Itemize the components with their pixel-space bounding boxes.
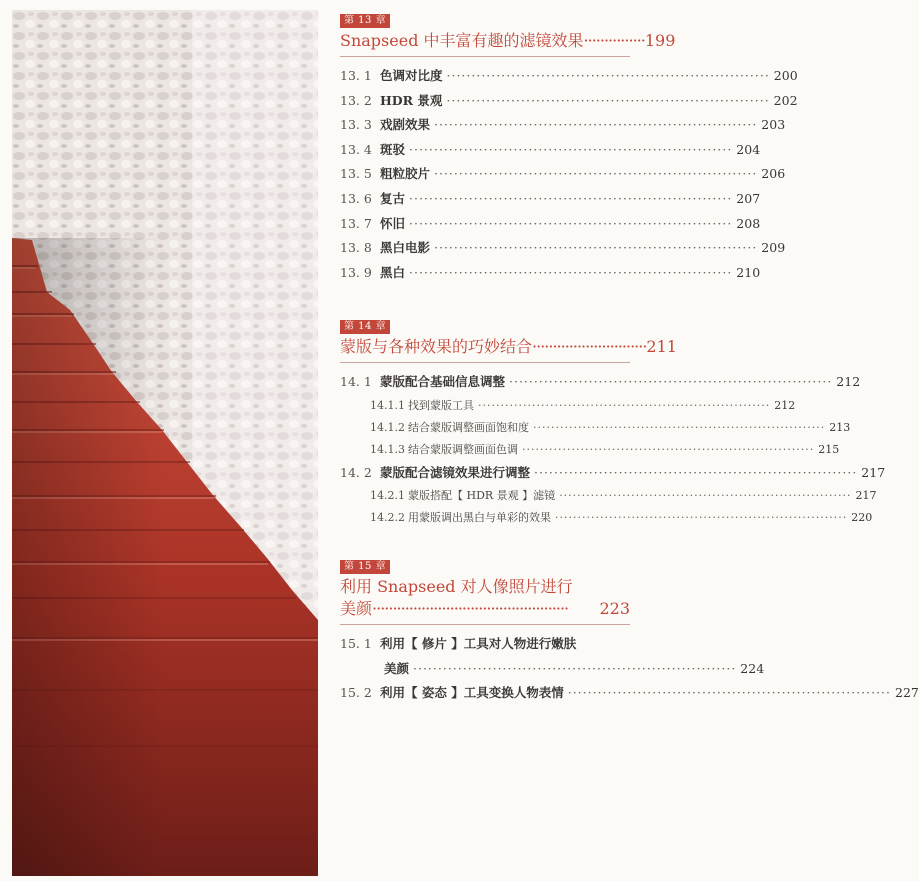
entry-title: 美颜 xyxy=(384,660,410,676)
leader-dots: ··············· xyxy=(583,31,645,50)
leader-dots: ································································· xyxy=(409,215,733,231)
chapter-badge: 第 13 章 xyxy=(340,14,390,28)
entry-title: 色调对比度 xyxy=(380,68,443,83)
entry-page: 217 xyxy=(861,464,886,480)
entry-number: 13. 2 xyxy=(340,92,372,108)
leader-dots: ················································ xyxy=(372,599,569,618)
entry-page: 212 xyxy=(774,398,796,412)
entry-title: 斑驳 xyxy=(380,141,406,157)
toc-entry-continued[interactable] xyxy=(340,657,765,682)
entry-title: 黑白 xyxy=(380,264,406,280)
leader-dots: ································································· xyxy=(413,660,737,676)
leader-dots: ································································· xyxy=(559,489,852,503)
toc-entry[interactable] xyxy=(340,236,786,261)
toc-subentry[interactable] xyxy=(340,417,851,439)
chapter-divider xyxy=(340,624,630,625)
entry-number: 15. 1 xyxy=(340,636,372,651)
toc-entry[interactable] xyxy=(340,138,761,163)
entry-page: 202 xyxy=(773,92,798,108)
leader-dots: ································································· xyxy=(533,420,826,434)
entry-page: 206 xyxy=(761,166,786,182)
entry-title: 用蒙版调出黑白与单彩的效果 xyxy=(408,511,551,525)
entry-number: 13. 9 xyxy=(340,264,372,280)
leader-dots: ································································· xyxy=(434,117,758,133)
leader-dots: ································································· xyxy=(534,464,858,480)
staircase-illustration xyxy=(12,10,318,876)
entry-page: 217 xyxy=(855,489,877,503)
entry-title: 结合蒙版调整画面饱和度 xyxy=(408,420,529,434)
entry-page: 224 xyxy=(740,660,765,676)
leader-dots: ································································· xyxy=(478,398,771,412)
entry-title: 利用【 修片 】工具对人物进行嫩肤 xyxy=(380,636,577,651)
entry-title: 复古 xyxy=(380,190,406,206)
leader-dots: ································································· xyxy=(409,264,733,280)
chapter-13 xyxy=(340,8,798,285)
chapter-title-line1: 利用 Snapseed 对人像照片进行 xyxy=(340,577,573,596)
leader-dots: ································································· xyxy=(409,190,733,206)
entry-title: 结合蒙版调整画面色调 xyxy=(408,442,518,456)
entry-number: 13. 7 xyxy=(340,215,372,231)
leader-dots: ································································· xyxy=(522,442,815,456)
entry-number: 15. 2 xyxy=(340,685,372,701)
chapter-title-link[interactable] xyxy=(340,336,677,358)
chapter-page: 223 xyxy=(599,599,630,618)
entry-page: 207 xyxy=(736,190,761,206)
entry-number: 13. 4 xyxy=(340,141,372,157)
entry-title: 怀旧 xyxy=(380,215,406,231)
chapter-divider xyxy=(340,362,630,363)
entry-title: 戏剧效果 xyxy=(380,117,431,133)
entry-number: 13. 6 xyxy=(340,190,372,206)
entry-title: 蒙版配合滤镜效果进行调整 xyxy=(380,464,531,480)
leader-dots: ································································· xyxy=(567,685,891,701)
entry-title: 蒙版配合基础信息调整 xyxy=(380,374,506,389)
entry-page: 203 xyxy=(761,117,786,133)
leader-dots: ································································· xyxy=(555,511,848,525)
chapter-title-link[interactable] xyxy=(340,30,676,52)
toc-entry[interactable] xyxy=(340,370,861,395)
entry-number: 14.2.2 xyxy=(370,511,405,525)
chapter-badge: 第 15 章 xyxy=(340,560,390,574)
toc-entry[interactable] xyxy=(340,113,786,138)
leader-dots: ································································· xyxy=(434,240,758,256)
chapter-15 xyxy=(340,554,919,706)
leader-dots: ································································· xyxy=(446,92,770,108)
entry-page: 208 xyxy=(736,215,761,231)
toc-entry[interactable] xyxy=(340,89,798,114)
entry-number: 14. 1 xyxy=(340,374,372,389)
leader-dots: ································································· xyxy=(409,141,733,157)
toc-entry[interactable] xyxy=(340,261,761,286)
chapter-title-link[interactable] xyxy=(340,576,630,620)
entry-title: HDR 景观 xyxy=(380,92,443,108)
entry-number: 14.2.1 xyxy=(370,489,405,503)
entry-number: 14.1.1 xyxy=(370,398,405,412)
toc-subentry[interactable] xyxy=(340,395,796,417)
entry-page: 212 xyxy=(836,374,861,389)
toc-entry[interactable] xyxy=(340,461,886,486)
leader-dots: ································································· xyxy=(446,68,770,83)
chapter-divider xyxy=(340,56,630,57)
toc-subentry[interactable] xyxy=(340,485,877,507)
entry-page: 210 xyxy=(736,264,761,280)
chapter-badge: 第 14 章 xyxy=(340,320,390,334)
entry-title: 蒙版搭配【 HDR 景观 】滤镜 xyxy=(408,489,556,503)
toc-subentry[interactable] xyxy=(340,507,873,529)
entry-number: 13. 1 xyxy=(340,68,372,83)
chapter-page: 211 xyxy=(646,337,677,356)
entry-page: 215 xyxy=(818,442,840,456)
entry-title: 找到蒙版工具 xyxy=(408,398,474,412)
leader-dots: ································································· xyxy=(434,166,758,182)
toc-subentry[interactable] xyxy=(340,439,840,461)
staircase-photo xyxy=(12,10,318,876)
entry-page: 209 xyxy=(761,240,786,256)
entry-number: 14. 2 xyxy=(340,464,372,480)
entry-number: 14.1.2 xyxy=(370,420,405,434)
chapter-title: 蒙版与各种效果的巧妙结合 xyxy=(340,337,533,356)
toc-entry[interactable] xyxy=(340,632,630,657)
entry-title: 黑白电影 xyxy=(380,240,431,256)
chapter-14 xyxy=(340,314,886,529)
toc-entry[interactable] xyxy=(340,64,798,89)
toc-entry[interactable] xyxy=(340,162,786,187)
entry-page: 204 xyxy=(736,141,761,157)
toc-entry[interactable] xyxy=(340,681,919,706)
entry-page: 200 xyxy=(773,68,798,83)
entry-page: 220 xyxy=(851,511,873,525)
entry-number: 14.1.3 xyxy=(370,442,405,456)
entry-page: 227 xyxy=(895,685,919,701)
leader-dots: ································································· xyxy=(509,374,833,389)
toc-entry[interactable] xyxy=(340,187,761,212)
entry-title: 粗粒胶片 xyxy=(380,166,431,182)
chapter-page: 199 xyxy=(644,31,676,50)
chapter-title-line2: 美颜 xyxy=(340,599,373,618)
entry-number: 13. 5 xyxy=(340,166,372,182)
chapter-title: Snapseed 中丰富有趣的滤镜效果 xyxy=(340,31,584,50)
entry-number: 13. 3 xyxy=(340,117,372,133)
entry-number: 13. 8 xyxy=(340,240,372,256)
entry-title: 利用【 姿态 】工具变换人物表情 xyxy=(380,685,564,701)
entry-page: 213 xyxy=(829,420,851,434)
leader-dots: ···························· xyxy=(532,337,647,356)
toc-entry[interactable] xyxy=(340,212,761,237)
